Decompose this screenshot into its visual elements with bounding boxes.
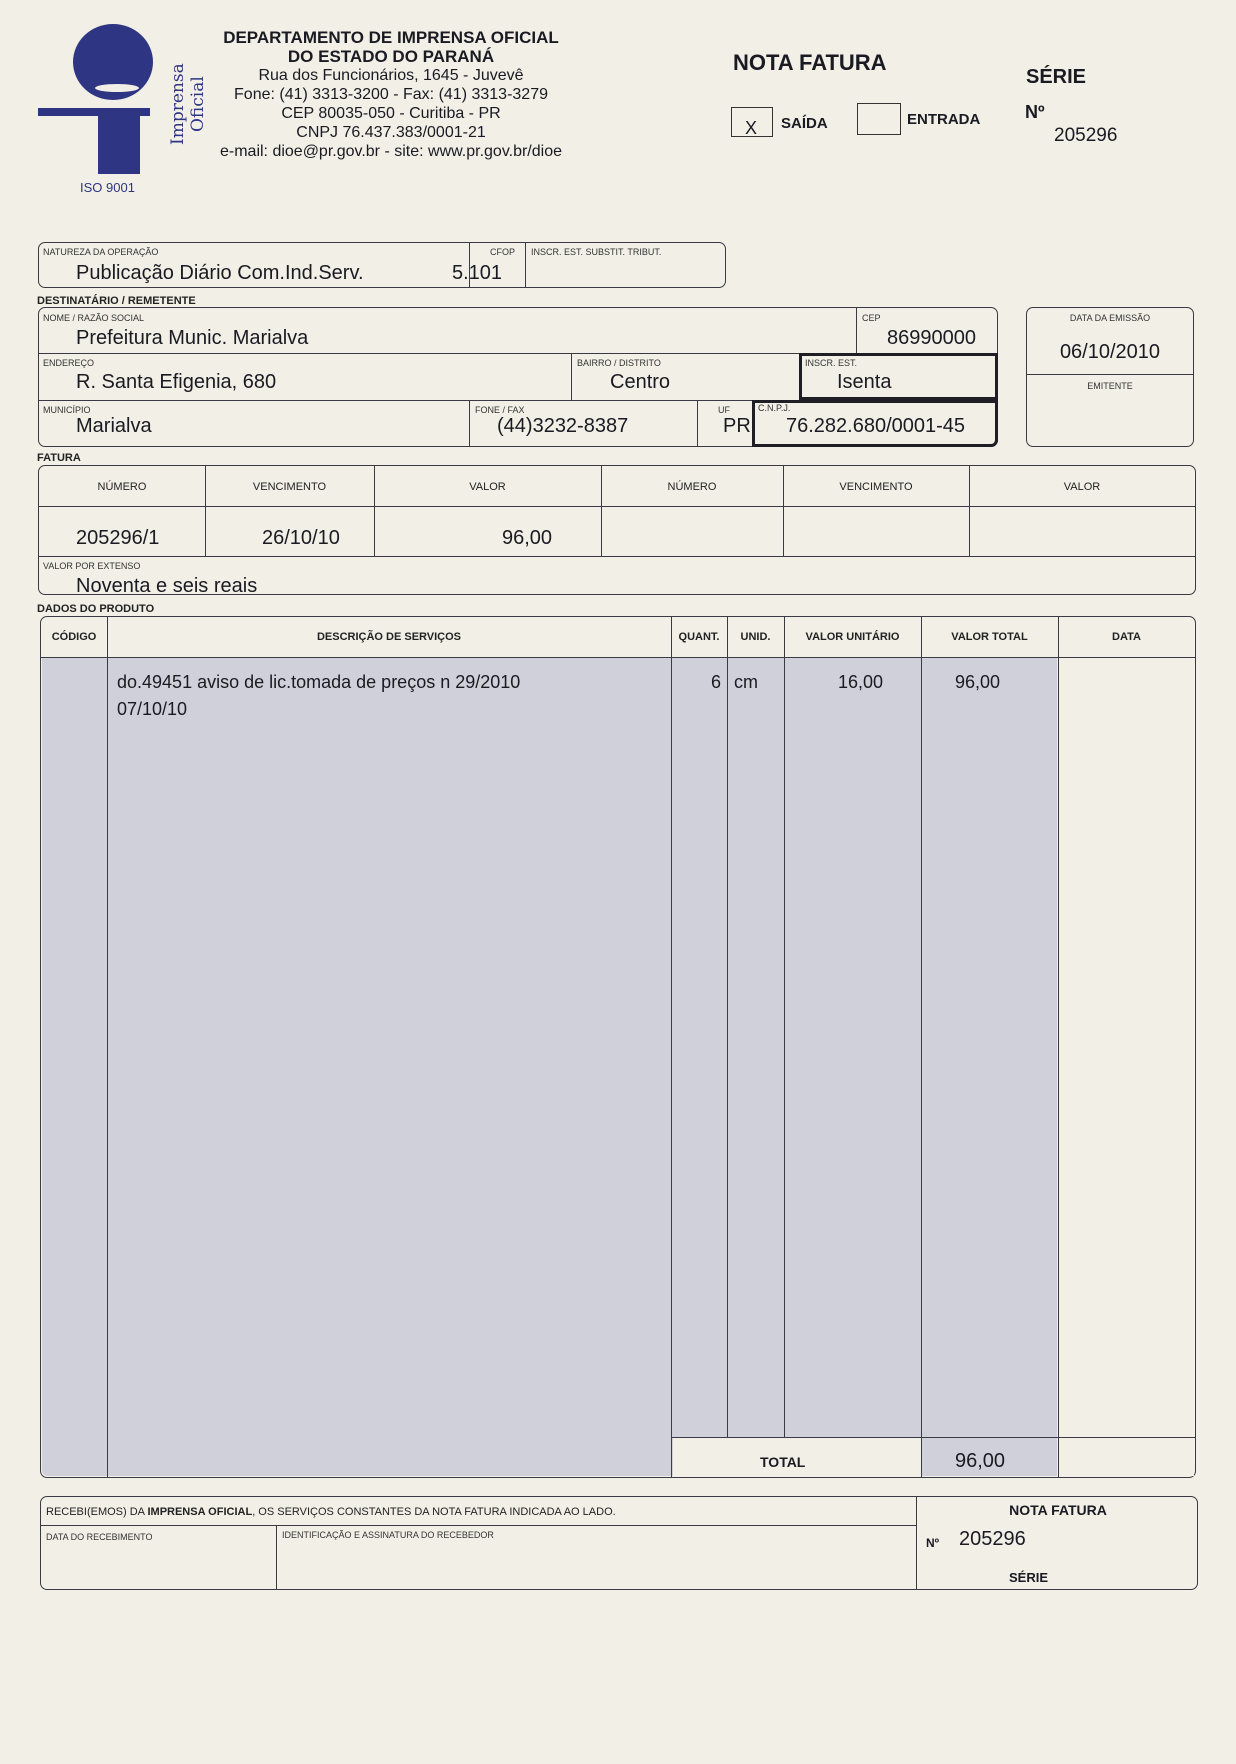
item-descricao-2: 07/10/10 [117,699,188,719]
receipt-text-b: IMPRENSA OFICIAL [147,1506,253,1518]
issuer-cnpj: CNPJ 76.437.383/0001-21 [296,124,486,141]
city-value: Marialva [76,415,152,437]
city-label: MUNICÍPIO [43,405,91,415]
address-value: R. Santa Efigenia, 680 [76,371,277,393]
phone-value: (44)3232-8387 [497,415,629,437]
entrada-label: ENTRADA [907,111,981,128]
emission-date-label: DATA DA EMISSÃO [1069,313,1151,323]
emission-box [1026,307,1194,447]
issuer-phone: Fone: (41) 3313-3200 - Fax: (41) 3313-3279 [234,86,548,103]
header-valor-total: VALOR TOTAL [951,631,1028,643]
item-unid: cm [734,672,758,692]
fatura-section: FATURA [37,452,81,464]
serie-label: SÉRIE [1026,66,1087,88]
issuer-contact: e-mail: dioe@pr.gov.br - site: www.pr.gov.br/dioe [219,143,562,160]
doc-title: NOTA FATURA [733,50,887,75]
fatura-header-numero-2: NÚMERO [667,481,717,493]
header-unid: UNID. [740,631,771,643]
total-label: TOTAL [760,1454,806,1470]
logo-circle-highlight [95,84,139,92]
fatura-header-valor-2: VALOR [1063,481,1101,493]
saida-checkbox[interactable] [731,107,773,137]
cfop-value: 5.101 [452,262,503,284]
iso-label: ISO 9001 [80,180,135,195]
natureza-label: NATUREZA DA OPERAÇÃO [43,247,159,257]
name-value: Prefeitura Munic. Marialva [76,327,309,349]
produtos-shaded-area [42,658,1057,1476]
issuer-name-2: DO ESTADO DO PARANÁ [287,47,495,66]
cnpj-label: C.N.P.J. [758,403,791,413]
address-label: ENDEREÇO [43,358,95,368]
item-valor-unit: 16,00 [838,672,884,692]
issuer-block [190,28,592,161]
name-label: NOME / RAZÃO SOCIAL [43,313,145,323]
entrada-checkbox[interactable] [857,103,901,135]
receipt-date-label: DATA DO RECEBIMENTO [46,1532,153,1542]
bairro-label: BAIRRO / DISTRITO [577,358,661,368]
extenso-value: Noventa e seis reais [76,575,258,597]
cep-value: 86990000 [887,327,976,349]
receipt-no-label: Nº [926,1536,940,1550]
receipt-number: 205296 [959,1528,1026,1550]
fatura-vencimento: 26/10/10 [262,527,340,549]
receipt-text [46,1506,616,1518]
cnpj-value: 76.282.680/0001-45 [786,415,966,437]
data-column-shade [1058,1437,1194,1476]
receipt-text-a: RECEBI(EMOS) DA [46,1506,148,1518]
header-data: DATA [1112,631,1141,643]
fatura-header-vencimento-1: VENCIMENTO [252,481,327,493]
logo-side-text: Imprensa Oficial [168,63,208,145]
recipient-section: DESTINATÁRIO / REMETENTE [37,295,196,307]
bairro-value: Centro [610,371,671,393]
receipt-serie-label: SÉRIE [1009,1570,1049,1585]
issuer-name-1: DEPARTAMENTO DE IMPRENSA OFICIAL [223,28,559,47]
inscr-subst-label: INSCR. EST. SUBSTIT. TRIBUT. [531,247,662,257]
emission-date-value: 06/10/2010 [1059,341,1161,363]
extenso-label: VALOR POR EXTENSO [43,561,141,571]
fatura-header-valor-1: VALOR [469,481,506,493]
item-valor-total: 96,00 [955,672,1001,692]
item-descricao-1: do.49451 aviso de lic.tomada de preços n 29/2010 [117,672,521,692]
header-descricao: DESCRIÇÃO DE SERVIÇOS [316,631,462,643]
fatura-numero: 205296/1 [76,527,160,549]
total-value: 96,00 [955,1450,1006,1472]
produtos-section: DADOS DO PRODUTO [37,603,155,615]
saida-label: SAÍDA [781,115,828,132]
fatura-header-numero-1: NÚMERO [97,481,147,493]
receipt-nf-title: NOTA FATURA [1009,1502,1107,1518]
uf-value: PR [723,415,751,437]
inscr-label: INSCR. EST. [805,358,858,368]
logo-bar-icon [38,108,150,116]
doc-number: 205296 [1054,125,1118,146]
cep-label: CEP [862,313,881,323]
header-valor-unit: VALOR UNITÁRIO [805,631,900,643]
receipt-sign-label: IDENTIFICAÇÃO E ASSINATURA DO RECEBEDOR [282,1530,494,1540]
saida-mark: X [745,118,758,138]
header-codigo: CÓDIGO [51,631,97,643]
natureza-value: Publicação Diário Com.Ind.Serv. [76,262,364,284]
item-quant: 6 [710,672,721,692]
receipt-text-c: , OS SERVIÇOS CONSTANTES DA NOTA FATURA INDICADA AO LADO. [252,1506,616,1518]
uf-label: UF [718,405,730,415]
fatura-header-vencimento-2: VENCIMENTO [839,481,913,493]
logo-stem-icon [98,116,140,174]
emitente-label: EMITENTE [1087,381,1133,391]
no-label: Nº [1025,102,1045,122]
issuer-cep: CEP 80035-050 - Curitiba - PR [281,105,501,122]
cfop-label: CFOP [490,247,516,257]
inscr-value: Isenta [837,371,892,393]
header-quant: QUANT. [678,631,720,643]
fatura-valor: 96,00 [502,527,553,549]
phone-label: FONE / FAX [475,405,525,415]
issuer-address: Rua dos Funcionários, 1645 - Juvevê [258,67,524,84]
